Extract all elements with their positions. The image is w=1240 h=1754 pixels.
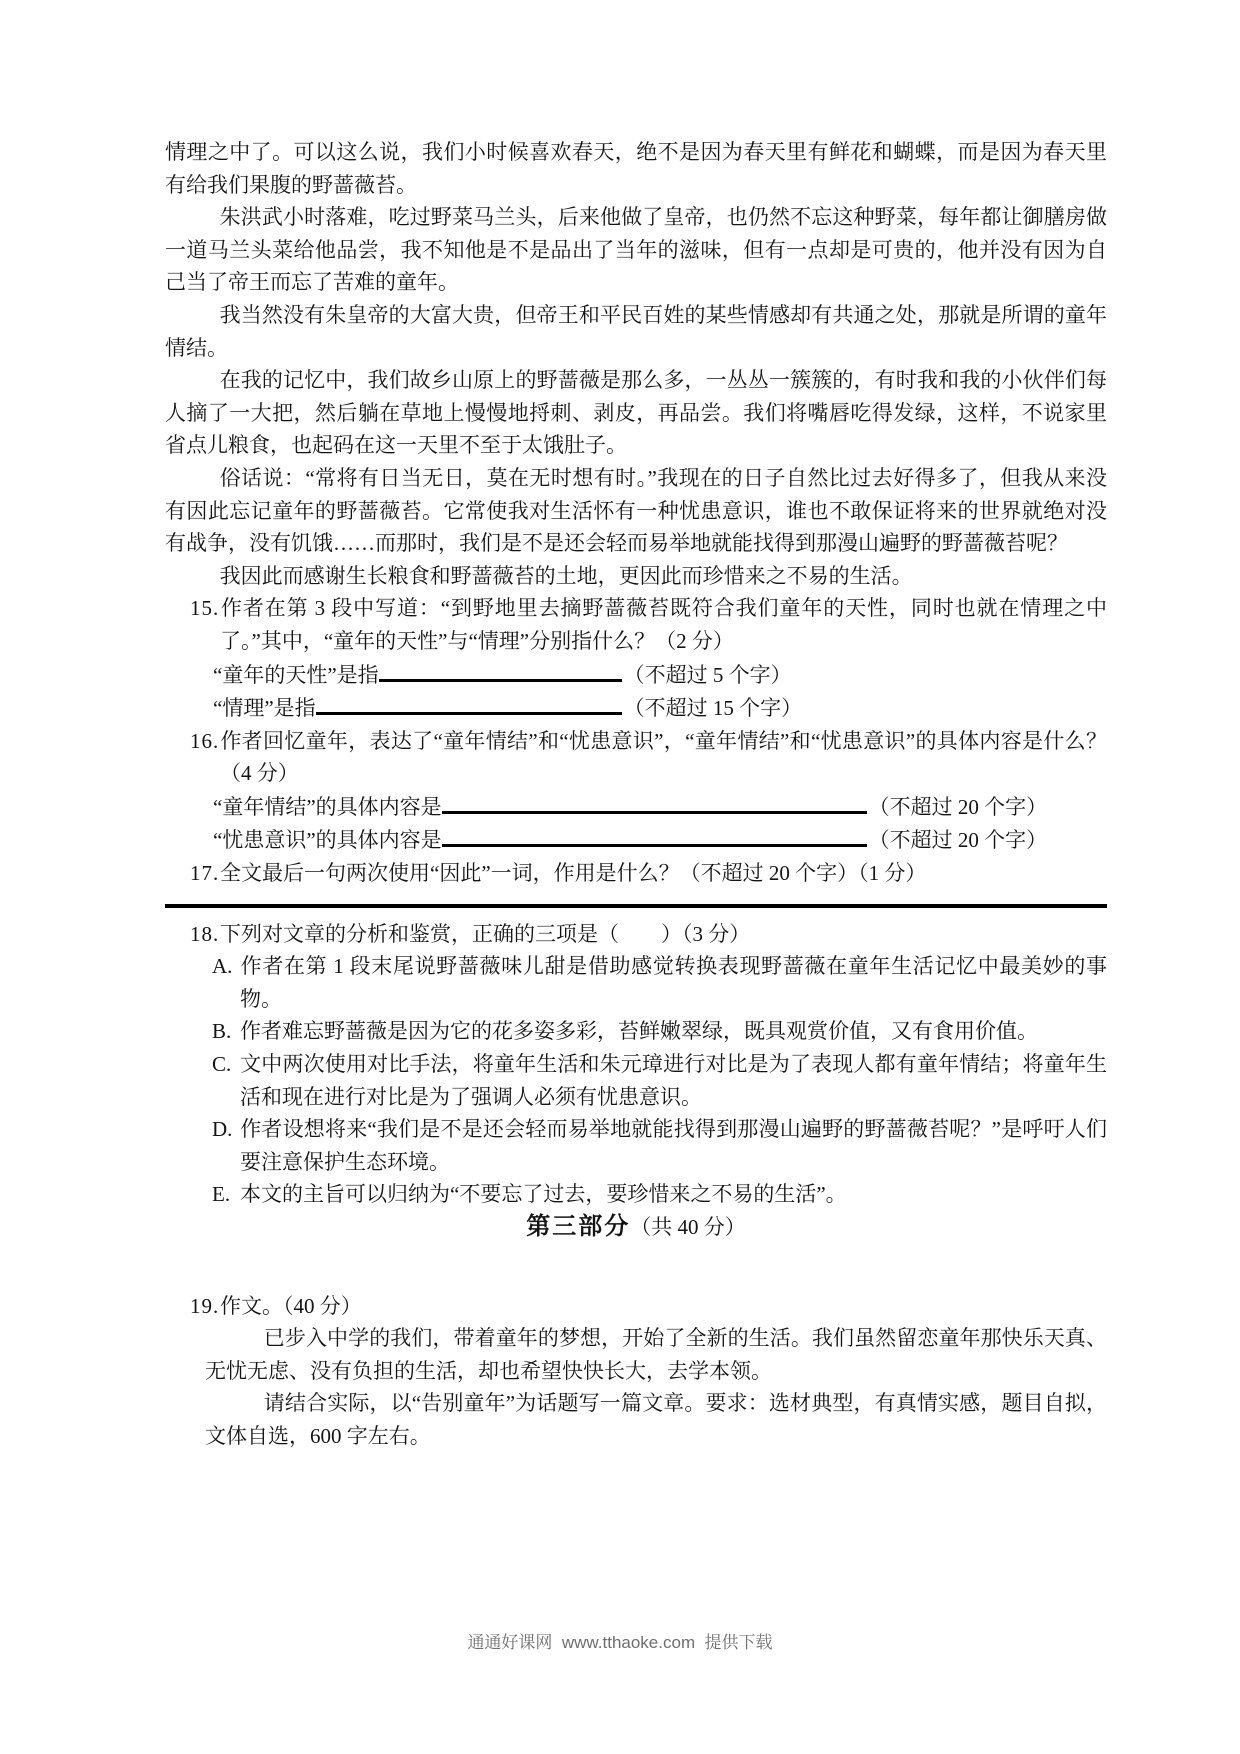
passage-paragraph: 在我的记忆中，我们故乡山原上的野蔷薇是那么多，一丛丛一簇簇的，有时我和我的小伙伴们每人摘了一大把，然后躺在草地上慢慢地捋刺、剥皮，再品尝。我们将嘴唇吃得发绿，这样，不说家里省点儿粮食，也起码在这一天里不至于太饿肚子。 — [165, 368, 1107, 458]
section-score-note: （共 40 分） — [630, 1215, 746, 1239]
option-text: 作者难忘野蔷薇是因为它的花多姿多彩，苔鲜嫩翠绿，既具观赏价值，又有食用价值。 — [240, 1019, 1038, 1044]
answer-blank-line — [442, 823, 867, 847]
option-text: 作者在第 1 段末尾说野蔷薇味儿甜是借助感觉转换表现野蔷薇在童年生活记忆中最美妙的事物。 — [240, 954, 1107, 1011]
question-18-option-c — [165, 1048, 1107, 1113]
divider-rule — [165, 904, 1107, 908]
passage-paragraph: 我因此而感谢生长粮食和野蔷薇苔的土地，更因此而珍惜来之不易的生活。 — [219, 563, 913, 588]
option-letter: D. — [212, 1117, 233, 1142]
question-17 — [165, 857, 1107, 890]
page-content — [165, 136, 1107, 1453]
blank-label: “童年情结”的具体内容是 — [213, 794, 442, 819]
question-16 — [165, 725, 1107, 790]
blank-label: “忧患意识”的具体内容是 — [213, 828, 442, 853]
option-text: 本文的主旨可以归纳为“不要忘了过去，要珍惜来之不易的生活”。 — [240, 1182, 847, 1207]
option-text: 作者设想将来“我们是不是还会轻而易举地就能找得到那漫山遍野的野蔷薇苔呢？”是呼吁人们要注意保护生态环境。 — [240, 1117, 1107, 1174]
section-heading — [165, 1211, 1107, 1244]
question-19 — [165, 1290, 1107, 1323]
question-18-stem: 下列对文章的分析和鉴赏，正确的三项是（ ）（3 分） — [220, 921, 751, 946]
passage-paragraph: 情理之中了。可以这么说，我们小时候喜欢春天，绝不是因为春天里有鲜花和蝴蝶，而是因为春天里有给我们果腹的野蔷薇苔。 — [165, 140, 1107, 197]
question-15-blank-row-1 — [165, 658, 1107, 692]
question-18-option-d — [165, 1113, 1107, 1178]
question-15 — [165, 592, 1107, 657]
answer-blank-line — [316, 691, 622, 715]
question-15-blank-row-2 — [165, 691, 1107, 725]
question-18-option-e — [165, 1178, 1107, 1211]
question-16-blank-row-1 — [165, 790, 1107, 824]
question-16-stem: 作者回忆童年，表达了“童年情结”和“忧患意识”，“童年情结”和“忧患意识”的具体内容是什么？（4 分） — [220, 728, 1107, 786]
passage-paragraph: 朱洪武小时落难，吃过野菜马兰头，后来他做了皇帝，也仍然不忘这种野菜，每年都让御膳房做一道马兰头菜给他品尝，我不知他是不是品出了当年的滋味，但有一点却是可贵的，他并没有因为自己当了帝王而忘了苦难的童年。 — [165, 205, 1107, 295]
answer-blank-line — [379, 658, 622, 682]
question-16-number: 16. — [190, 728, 220, 753]
question-18-option-b — [165, 1015, 1107, 1048]
question-15-stem: 作者在第 3 段中写道：“到野地里去摘野蔷薇苔既符合我们童年的天性，同时也就在情理之中了。”其中，“童年的天性”与“情理”分别指什么？（2 分） — [220, 596, 1107, 653]
blank-limit-note: （不超过 15 个字） — [623, 696, 803, 721]
blank-label: “童年的天性”是指 — [213, 662, 379, 687]
passage-paragraph: 俗话说：“常将有日当无日，莫在无时想有时。”我现在的日子自然比过去好得多了，但我从来没有因此忘记童年的野蔷薇苔。它常使我对生活怀有一种忧患意识，谁也不敢保证将来的世界就绝对没有战争，没有饥饿……而那时，我们是不是还会轻而易举地就能找得到那漫山遍野的野蔷薇苔呢？ — [165, 465, 1107, 556]
option-letter: B. — [212, 1019, 232, 1044]
question-19-number: 19. — [190, 1293, 220, 1318]
essay-prompt-block — [205, 1322, 1107, 1452]
essay-prompt-paragraph: 请结合实际，以“告别童年”为话题写一篇文章。要求：选材典型，有真情实感，题目自拟，文体自选，600 字左右。 — [205, 1391, 1107, 1448]
question-16-blank-row-2 — [165, 823, 1107, 857]
question-18-number: 18. — [190, 921, 220, 946]
blank-label: “情理”是指 — [213, 696, 316, 721]
question-17-number: 17. — [190, 861, 220, 886]
answer-blank-line — [442, 790, 867, 814]
blank-limit-note: （不超过 20 个字） — [868, 828, 1048, 853]
question-15-number: 15. — [190, 596, 220, 621]
section-title: 第三部分 — [526, 1214, 631, 1240]
question-18 — [165, 918, 1107, 951]
question-17-stem: 全文最后一句两次使用“因此”一词，作用是什么？（不超过 20 个字）（1 分） — [220, 861, 927, 886]
question-19-stem: 作文。（40 分） — [220, 1293, 362, 1318]
passage-paragraph: 我当然没有朱皇帝的大富大贵，但帝王和平民百姓的某些情感却有共通之处，那就是所谓的童年情结。 — [165, 302, 1107, 360]
essay-prompt-paragraph: 已步入中学的我们，带着童年的梦想，开始了全新的生活。我们虽然留恋童年那快乐天真、无忧无虑、没有负担的生活，却也希望快快长大，去学本领。 — [205, 1326, 1107, 1383]
blank-limit-note: （不超过 20 个字） — [868, 794, 1048, 819]
page-footer: 通通好课网 www.tthaoke.com 提供下载 — [467, 1633, 773, 1652]
blank-limit-note: （不超过 5 个字） — [623, 662, 792, 687]
option-letter: A. — [212, 954, 233, 979]
option-letter: C. — [212, 1052, 232, 1077]
option-letter: E. — [212, 1182, 231, 1207]
question-18-option-a — [165, 950, 1107, 1015]
option-text: 文中两次使用对比手法，将童年生活和朱元璋进行对比是为了表现人都有童年情结；将童年生活和现在进行对比是为了强调人必须有忧患意识。 — [240, 1052, 1107, 1109]
